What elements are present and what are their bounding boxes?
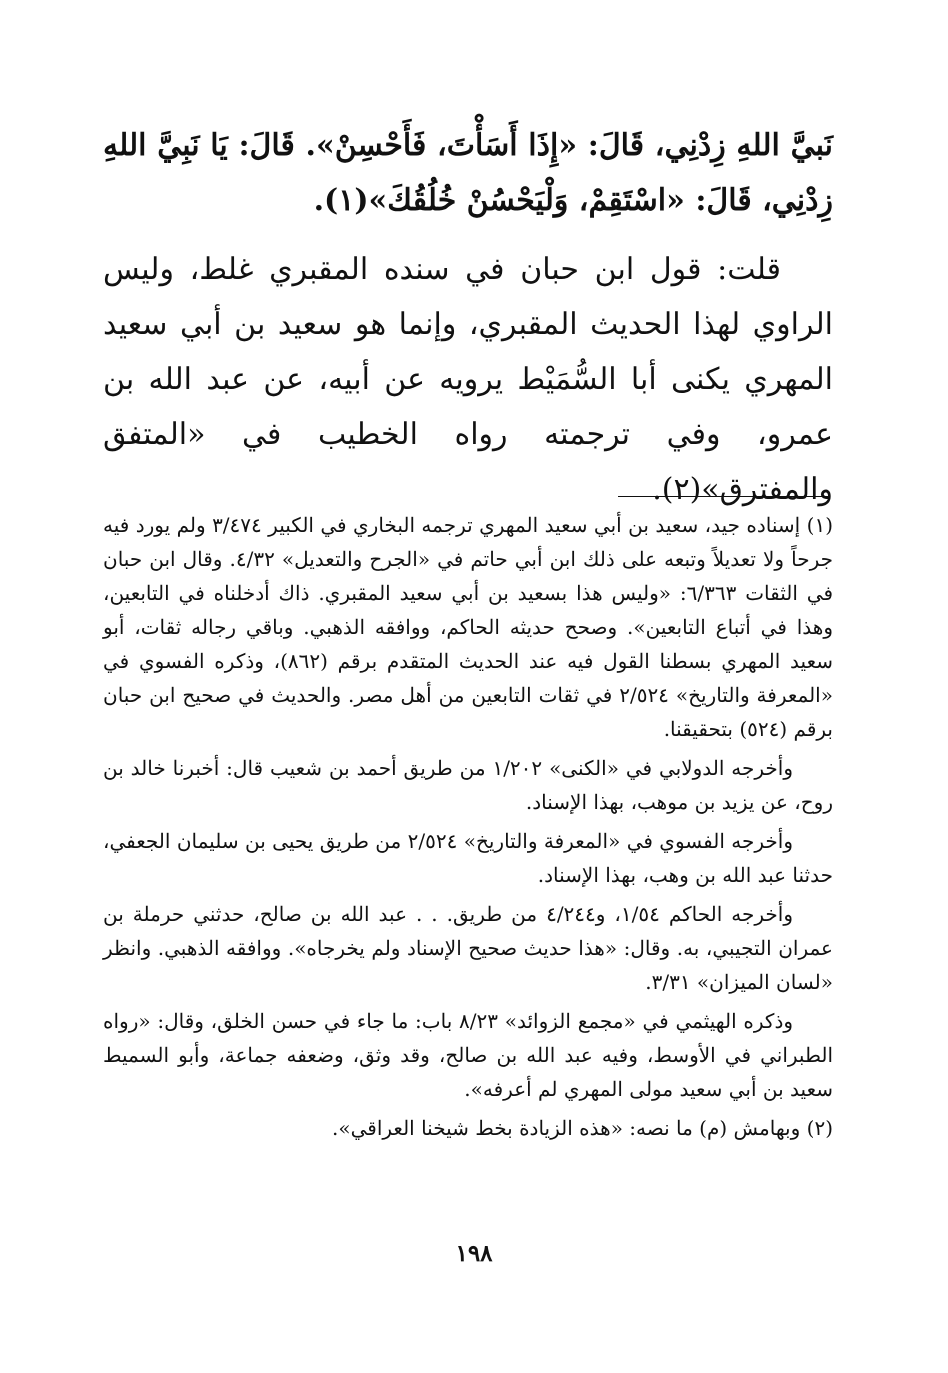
footnote-1-paragraph: وأخرجه الدولابي في «الكنى» ١/٢٠٢ من طريق أحمد بن شعيب قال: أخبرنا خالد بن روح، عن يزيد بن موهب، بهذا الإسناد. (103, 756, 833, 814)
footnote-1-paragraph: وأخرجه الفسوي في «المعرفة والتاريخ» ٢/٥٢٤ من طريق يحيى بن سليمان الجعفي، حدثنا عبد الله بن وهب، بهذا الإسناد. (103, 829, 833, 887)
author-comment: قلت: قول ابن حبان في سنده المقبري غلط، وليس الراوي لهذا الحديث المقبري، وإنما هو سعيد بن أبي سعيد المهري يكنى أبا السُّمَيْط يرويه عن أبيه، عن عبد الله بن عمرو، وفي ترجمته رواه الخطيب في «المتفق والمفترق»(٢). (103, 252, 833, 507)
main-text (103, 118, 833, 517)
footnote-2: (٢) وبهامش (م) ما نصه: «هذه الزيادة بخط شيخنا العراقي». (332, 1116, 833, 1140)
footnote-1-paragraph: وذكره الهيثمي في «مجمع الزوائد» ٨/٢٣ باب: ما جاء في حسن الخلق، وقال: «رواه الطبراني في الأوسط، وفيه عبد الله بن صالح، وقد وثق، وضعفه جماعة، وأبو السميط سعيد بن أبي سعيد مولى المهري لم أعرفه». (103, 1009, 833, 1101)
hadith-text: نَبيَّ اللهِ زِدْنِي، قَالَ: «إِذَا أَسَأْتَ، فَأَحْسِنْ». قَالَ: يَا نَبِيَّ اللهِ زِدْنِي، قَالَ: «اسْتَقِمْ، وَلْيَحْسُنْ خُلُقُكَ»(١). (103, 128, 833, 218)
page-number: ١٩٨ (455, 1240, 493, 1267)
footnote-separator (618, 496, 828, 497)
footnote-1-paragraph: وأخرجه الحاكم ١/٥٤، و٤/٢٤٤ من طريق. . . عبد الله بن صالح، حدثني حرملة بن عمران التجيبي، به. وقال: «هذا حديث صحيح الإسناد ولم يخرجاه». ووافقه الذهبي. وانظر «لسان الميزان» ٣/٣١. (103, 902, 833, 994)
footnotes (103, 508, 833, 1150)
footnote-1: (١) إسناده جيد، سعيد بن أبي سعيد المهري ترجمه البخاري في الكبير ٣/٤٧٤ ولم يورد فيه جرحاً ولا تعديلاً وتبعه على ذلك ابن أبي حاتم في «الجرح والتعديل» ٤/٣٢. وقال ابن حبان في الثقات ٦/٣٦٣: «وليس هذا بسعيد بن أبي سعيد المقبري. ذاك أدخلناه في التابعين، وهذا في أتباع التابعين». وصحح حديثه الحاكم، ووافقه الذهبي. وباقي رجاله ثقات، أبو سعيد المهري بسطنا القول فيه عند الحديث المتقدم برقم (٨٦٢)، وذكره الفسوي في «المعرفة والتاريخ» ٢/٥٢٤ في ثقات التابعين من أهل مصر. والحديث في صحيح ابن حبان برقم (٥٢٤) بتحقيقنا. (103, 513, 834, 741)
